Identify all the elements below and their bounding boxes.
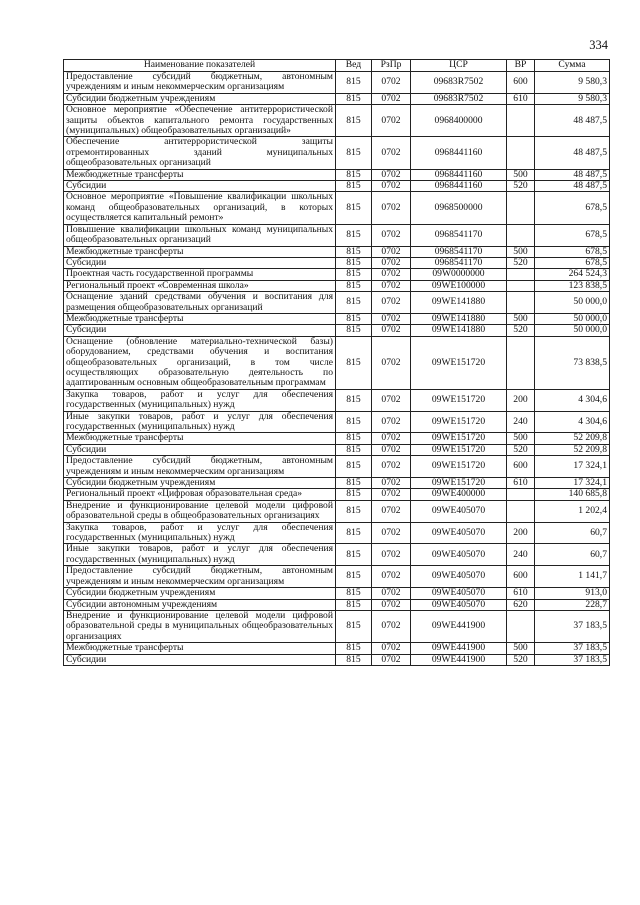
row-csr-cell: 09WE151720 xyxy=(411,456,507,478)
row-vr-cell: 500 xyxy=(507,433,535,444)
row-rzpr-cell: 0702 xyxy=(372,522,411,544)
row-name-cell: Межбюджетные трансферты xyxy=(64,433,336,444)
row-csr-cell: 09WE151720 xyxy=(411,478,507,489)
row-vr-cell xyxy=(507,610,535,642)
row-rzpr-cell: 0702 xyxy=(372,224,411,246)
row-ved-cell: 815 xyxy=(336,224,372,246)
row-csr-cell: 09683R7502 xyxy=(411,93,507,104)
header-csr: ЦСР xyxy=(411,60,507,72)
row-vr-cell xyxy=(507,192,535,224)
row-ved-cell: 815 xyxy=(336,411,372,433)
row-vr-cell xyxy=(507,336,535,389)
row-csr-cell: 09WE151720 xyxy=(411,389,507,411)
header-sum: Сумма xyxy=(535,60,610,72)
row-sum-cell: 1 202,4 xyxy=(535,500,610,522)
row-sum-cell: 678,5 xyxy=(535,192,610,224)
row-vr-cell: 500 xyxy=(507,313,535,324)
row-rzpr-cell: 0702 xyxy=(372,246,411,257)
row-ved-cell: 815 xyxy=(336,489,372,500)
row-vr-cell xyxy=(507,500,535,522)
row-sum-cell: 48 487,5 xyxy=(535,105,610,137)
row-rzpr-cell: 0702 xyxy=(372,269,411,280)
row-sum-cell: 60,7 xyxy=(535,522,610,544)
row-vr-cell: 200 xyxy=(507,522,535,544)
table-row xyxy=(64,389,610,411)
row-csr-cell: 0968541170 xyxy=(411,224,507,246)
row-vr-cell: 520 xyxy=(507,257,535,268)
row-rzpr-cell: 0702 xyxy=(372,192,411,224)
row-name-cell: Субсидии автономным учреждениям xyxy=(64,599,336,610)
row-csr-cell: 09WE141880 xyxy=(411,313,507,324)
table-row xyxy=(64,137,610,169)
row-ved-cell: 815 xyxy=(336,336,372,389)
row-vr-cell: 520 xyxy=(507,181,535,192)
row-rzpr-cell: 0702 xyxy=(372,137,411,169)
row-csr-cell: 09WE405070 xyxy=(411,522,507,544)
table-row xyxy=(64,93,610,104)
row-ved-cell: 815 xyxy=(336,599,372,610)
row-name-cell: Закупка товаров, работ и услуг для обеспечения государственных (муниципальных) нужд xyxy=(64,522,336,544)
row-csr-cell: 0968441160 xyxy=(411,137,507,169)
row-csr-cell: 09WE441900 xyxy=(411,610,507,642)
row-vr-cell: 600 xyxy=(507,566,535,588)
row-name-cell: Межбюджетные трансферты xyxy=(64,169,336,180)
row-ved-cell: 815 xyxy=(336,588,372,599)
table-row xyxy=(64,456,610,478)
row-vr-cell xyxy=(507,280,535,291)
row-csr-cell: 09WE100000 xyxy=(411,280,507,291)
row-csr-cell: 09WE405070 xyxy=(411,588,507,599)
row-sum-cell: 48 487,5 xyxy=(535,137,610,169)
row-name-cell: Межбюджетные трансферты xyxy=(64,643,336,654)
row-rzpr-cell: 0702 xyxy=(372,444,411,455)
row-name-cell: Проектная часть государственной программы xyxy=(64,269,336,280)
row-vr-cell xyxy=(507,269,535,280)
row-rzpr-cell: 0702 xyxy=(372,292,411,314)
row-rzpr-cell: 0702 xyxy=(372,169,411,180)
row-vr-cell: 610 xyxy=(507,588,535,599)
row-rzpr-cell: 0702 xyxy=(372,181,411,192)
row-sum-cell: 60,7 xyxy=(535,544,610,566)
row-csr-cell: 09WE441900 xyxy=(411,654,507,665)
row-csr-cell: 09WE405070 xyxy=(411,544,507,566)
row-rzpr-cell: 0702 xyxy=(372,610,411,642)
row-csr-cell: 0968400000 xyxy=(411,105,507,137)
row-name-cell: Иные закупки товаров, работ и услуг для обеспечения государственных (муниципальных) нужд xyxy=(64,544,336,566)
row-ved-cell: 815 xyxy=(336,325,372,336)
row-sum-cell: 9 580,3 xyxy=(535,72,610,94)
row-name-cell: Предоставление субсидий бюджетным, автономным учреждениям и иным некоммерческим организациям xyxy=(64,566,336,588)
row-vr-cell: 500 xyxy=(507,246,535,257)
row-rzpr-cell: 0702 xyxy=(372,489,411,500)
row-sum-cell: 678,5 xyxy=(535,257,610,268)
row-name-cell: Оснащение (обновление материально-технической базы) оборудованием, средствами обучения и воспитания общеобразовательных организаций, в том числе осуществляющих образовательную деятельность по адаптированным основным общеобразовательным программам xyxy=(64,336,336,389)
row-vr-cell xyxy=(507,292,535,314)
row-ved-cell: 815 xyxy=(336,93,372,104)
row-name-cell: Региональный проект «Современная школа» xyxy=(64,280,336,291)
table-row xyxy=(64,522,610,544)
row-ved-cell: 815 xyxy=(336,522,372,544)
table-row xyxy=(64,257,610,268)
table-row xyxy=(64,588,610,599)
row-rzpr-cell: 0702 xyxy=(372,500,411,522)
table-row xyxy=(64,224,610,246)
row-sum-cell: 73 838,5 xyxy=(535,336,610,389)
row-ved-cell: 815 xyxy=(336,257,372,268)
table-row xyxy=(64,566,610,588)
row-sum-cell: 52 209,8 xyxy=(535,444,610,455)
row-ved-cell: 815 xyxy=(336,433,372,444)
row-sum-cell: 9 580,3 xyxy=(535,93,610,104)
table-row xyxy=(64,169,610,180)
row-ved-cell: 815 xyxy=(336,544,372,566)
row-ved-cell: 815 xyxy=(336,137,372,169)
table-row xyxy=(64,269,610,280)
row-rzpr-cell: 0702 xyxy=(372,257,411,268)
row-sum-cell: 50 000,0 xyxy=(535,325,610,336)
row-csr-cell: 09W0000000 xyxy=(411,269,507,280)
table-row xyxy=(64,478,610,489)
row-name-cell: Субсидии xyxy=(64,654,336,665)
row-vr-cell xyxy=(507,137,535,169)
row-rzpr-cell: 0702 xyxy=(372,654,411,665)
table-header-row xyxy=(64,60,610,72)
row-vr-cell: 200 xyxy=(507,389,535,411)
table-row xyxy=(64,544,610,566)
row-csr-cell: 09WE151720 xyxy=(411,444,507,455)
row-csr-cell: 09WE151720 xyxy=(411,411,507,433)
row-name-cell: Субсидии xyxy=(64,257,336,268)
row-ved-cell: 815 xyxy=(336,389,372,411)
row-sum-cell: 50 000,0 xyxy=(535,292,610,314)
row-sum-cell: 678,5 xyxy=(535,224,610,246)
row-vr-cell: 240 xyxy=(507,411,535,433)
row-name-cell: Региональный проект «Цифровая образовательная среда» xyxy=(64,489,336,500)
row-vr-cell: 500 xyxy=(507,169,535,180)
row-rzpr-cell: 0702 xyxy=(372,599,411,610)
row-vr-cell xyxy=(507,224,535,246)
table-row xyxy=(64,336,610,389)
row-name-cell: Закупка товаров, работ и услуг для обеспечения государственных (муниципальных) нужд xyxy=(64,389,336,411)
budget-table xyxy=(63,59,610,666)
row-name-cell: Внедрение и функционирование целевой модели цифровой образовательной среды в муниципальных общеобразовательных организациях xyxy=(64,610,336,642)
row-name-cell: Субсидии xyxy=(64,181,336,192)
row-ved-cell: 815 xyxy=(336,313,372,324)
row-sum-cell: 17 324,1 xyxy=(535,478,610,489)
row-csr-cell: 09WE151720 xyxy=(411,336,507,389)
row-vr-cell: 240 xyxy=(507,544,535,566)
row-csr-cell: 0968441160 xyxy=(411,169,507,180)
row-sum-cell: 52 209,8 xyxy=(535,433,610,444)
row-sum-cell: 48 487,5 xyxy=(535,181,610,192)
row-sum-cell: 48 487,5 xyxy=(535,169,610,180)
table-row xyxy=(64,325,610,336)
table-row xyxy=(64,192,610,224)
row-name-cell: Основное мероприятие «Повышение квалификации школьных команд общеобразовательных организаций, в которых осуществляется капитальный ремонт» xyxy=(64,192,336,224)
row-sum-cell: 264 524,3 xyxy=(535,269,610,280)
row-name-cell: Межбюджетные трансферты xyxy=(64,313,336,324)
row-sum-cell: 678,5 xyxy=(535,246,610,257)
table-row xyxy=(64,292,610,314)
row-csr-cell: 0968541170 xyxy=(411,246,507,257)
row-vr-cell: 610 xyxy=(507,478,535,489)
row-vr-cell xyxy=(507,105,535,137)
row-vr-cell: 620 xyxy=(507,599,535,610)
table-row xyxy=(64,643,610,654)
row-ved-cell: 815 xyxy=(336,654,372,665)
row-csr-cell: 09WE151720 xyxy=(411,433,507,444)
row-rzpr-cell: 0702 xyxy=(372,456,411,478)
row-sum-cell: 123 838,5 xyxy=(535,280,610,291)
row-ved-cell: 815 xyxy=(336,292,372,314)
row-ved-cell: 815 xyxy=(336,444,372,455)
row-vr-cell: 520 xyxy=(507,325,535,336)
row-csr-cell: 0968500000 xyxy=(411,192,507,224)
row-csr-cell: 09683R7502 xyxy=(411,72,507,94)
row-rzpr-cell: 0702 xyxy=(372,336,411,389)
table-row xyxy=(64,313,610,324)
table-row xyxy=(64,72,610,94)
row-sum-cell: 4 304,6 xyxy=(535,389,610,411)
row-csr-cell: 09WE405070 xyxy=(411,599,507,610)
table-row xyxy=(64,411,610,433)
row-name-cell: Субсидии xyxy=(64,325,336,336)
row-sum-cell: 1 141,7 xyxy=(535,566,610,588)
row-rzpr-cell: 0702 xyxy=(372,643,411,654)
row-sum-cell: 50 000,0 xyxy=(535,313,610,324)
row-ved-cell: 815 xyxy=(336,269,372,280)
page-number: 334 xyxy=(589,38,608,52)
row-ved-cell: 815 xyxy=(336,72,372,94)
row-name-cell: Субсидии xyxy=(64,444,336,455)
row-ved-cell: 815 xyxy=(336,246,372,257)
row-sum-cell: 140 685,8 xyxy=(535,489,610,500)
row-rzpr-cell: 0702 xyxy=(372,566,411,588)
row-vr-cell: 600 xyxy=(507,72,535,94)
row-rzpr-cell: 0702 xyxy=(372,411,411,433)
header-rzpr: РзПр xyxy=(372,60,411,72)
row-name-cell: Субсидии бюджетным учреждениям xyxy=(64,478,336,489)
row-csr-cell: 0968441160 xyxy=(411,181,507,192)
header-vr: ВР xyxy=(507,60,535,72)
row-name-cell: Иные закупки товаров, работ и услуг для обеспечения государственных (муниципальных) нужд xyxy=(64,411,336,433)
row-name-cell: Внедрение и функционирование целевой модели цифровой образовательной среды в общеобразовательных организациях xyxy=(64,500,336,522)
row-ved-cell: 815 xyxy=(336,500,372,522)
table-row xyxy=(64,181,610,192)
table-row xyxy=(64,444,610,455)
row-rzpr-cell: 0702 xyxy=(372,325,411,336)
row-rzpr-cell: 0702 xyxy=(372,93,411,104)
row-csr-cell: 0968541170 xyxy=(411,257,507,268)
row-ved-cell: 815 xyxy=(336,456,372,478)
row-vr-cell: 520 xyxy=(507,654,535,665)
table-row xyxy=(64,599,610,610)
row-sum-cell: 37 183,5 xyxy=(535,610,610,642)
row-sum-cell: 37 183,5 xyxy=(535,643,610,654)
row-name-cell: Субсидии бюджетным учреждениям xyxy=(64,588,336,599)
row-rzpr-cell: 0702 xyxy=(372,478,411,489)
table-row xyxy=(64,433,610,444)
row-ved-cell: 815 xyxy=(336,566,372,588)
row-csr-cell: 09WE141880 xyxy=(411,325,507,336)
table-row xyxy=(64,500,610,522)
row-ved-cell: 815 xyxy=(336,610,372,642)
table-row xyxy=(64,610,610,642)
row-name-cell: Субсидии бюджетным учреждениям xyxy=(64,93,336,104)
row-rzpr-cell: 0702 xyxy=(372,105,411,137)
row-csr-cell: 09WE141880 xyxy=(411,292,507,314)
row-vr-cell: 600 xyxy=(507,456,535,478)
row-ved-cell: 815 xyxy=(336,105,372,137)
row-sum-cell: 228,7 xyxy=(535,599,610,610)
table-row xyxy=(64,246,610,257)
row-csr-cell: 09WE405070 xyxy=(411,566,507,588)
row-vr-cell: 500 xyxy=(507,643,535,654)
row-name-cell: Обеспечение антитеррористической защиты отремонтированных зданий муниципальных общеобразовательных организаций xyxy=(64,137,336,169)
row-rzpr-cell: 0702 xyxy=(372,313,411,324)
row-sum-cell: 913,0 xyxy=(535,588,610,599)
table-row xyxy=(64,489,610,500)
row-ved-cell: 815 xyxy=(336,169,372,180)
row-name-cell: Межбюджетные трансферты xyxy=(64,246,336,257)
row-name-cell: Повышение квалификации школьных команд муниципальных общеобразовательных организаций xyxy=(64,224,336,246)
row-csr-cell: 09WE400000 xyxy=(411,489,507,500)
row-vr-cell: 520 xyxy=(507,444,535,455)
row-rzpr-cell: 0702 xyxy=(372,280,411,291)
row-vr-cell xyxy=(507,489,535,500)
row-rzpr-cell: 0702 xyxy=(372,72,411,94)
row-name-cell: Оснащение зданий средствами обучения и воспитания для размещения общеобразовательных организаций xyxy=(64,292,336,314)
row-ved-cell: 815 xyxy=(336,192,372,224)
row-vr-cell: 610 xyxy=(507,93,535,104)
header-ved: Вед xyxy=(336,60,372,72)
row-ved-cell: 815 xyxy=(336,181,372,192)
row-rzpr-cell: 0702 xyxy=(372,389,411,411)
row-csr-cell: 09WE441900 xyxy=(411,643,507,654)
row-sum-cell: 37 183,5 xyxy=(535,654,610,665)
row-sum-cell: 17 324,1 xyxy=(535,456,610,478)
row-ved-cell: 815 xyxy=(336,643,372,654)
row-name-cell: Предоставление субсидий бюджетным, автономным учреждениям и иным некоммерческим организациям xyxy=(64,72,336,94)
row-name-cell: Основное мероприятие «Обеспечение антитеррористической защиты объектов капитального ремонта государственных (муниципальных) общеобразовательных организаций» xyxy=(64,105,336,137)
row-csr-cell: 09WE405070 xyxy=(411,500,507,522)
row-ved-cell: 815 xyxy=(336,478,372,489)
row-name-cell: Предоставление субсидий бюджетным, автономным учреждениям и иным некоммерческим организациям xyxy=(64,456,336,478)
row-sum-cell: 4 304,6 xyxy=(535,411,610,433)
row-ved-cell: 815 xyxy=(336,280,372,291)
table-row xyxy=(64,654,610,665)
header-name: Наименование показателей xyxy=(64,60,336,72)
table-row xyxy=(64,105,610,137)
table-row xyxy=(64,280,610,291)
row-rzpr-cell: 0702 xyxy=(372,544,411,566)
row-rzpr-cell: 0702 xyxy=(372,588,411,599)
row-rzpr-cell: 0702 xyxy=(372,433,411,444)
